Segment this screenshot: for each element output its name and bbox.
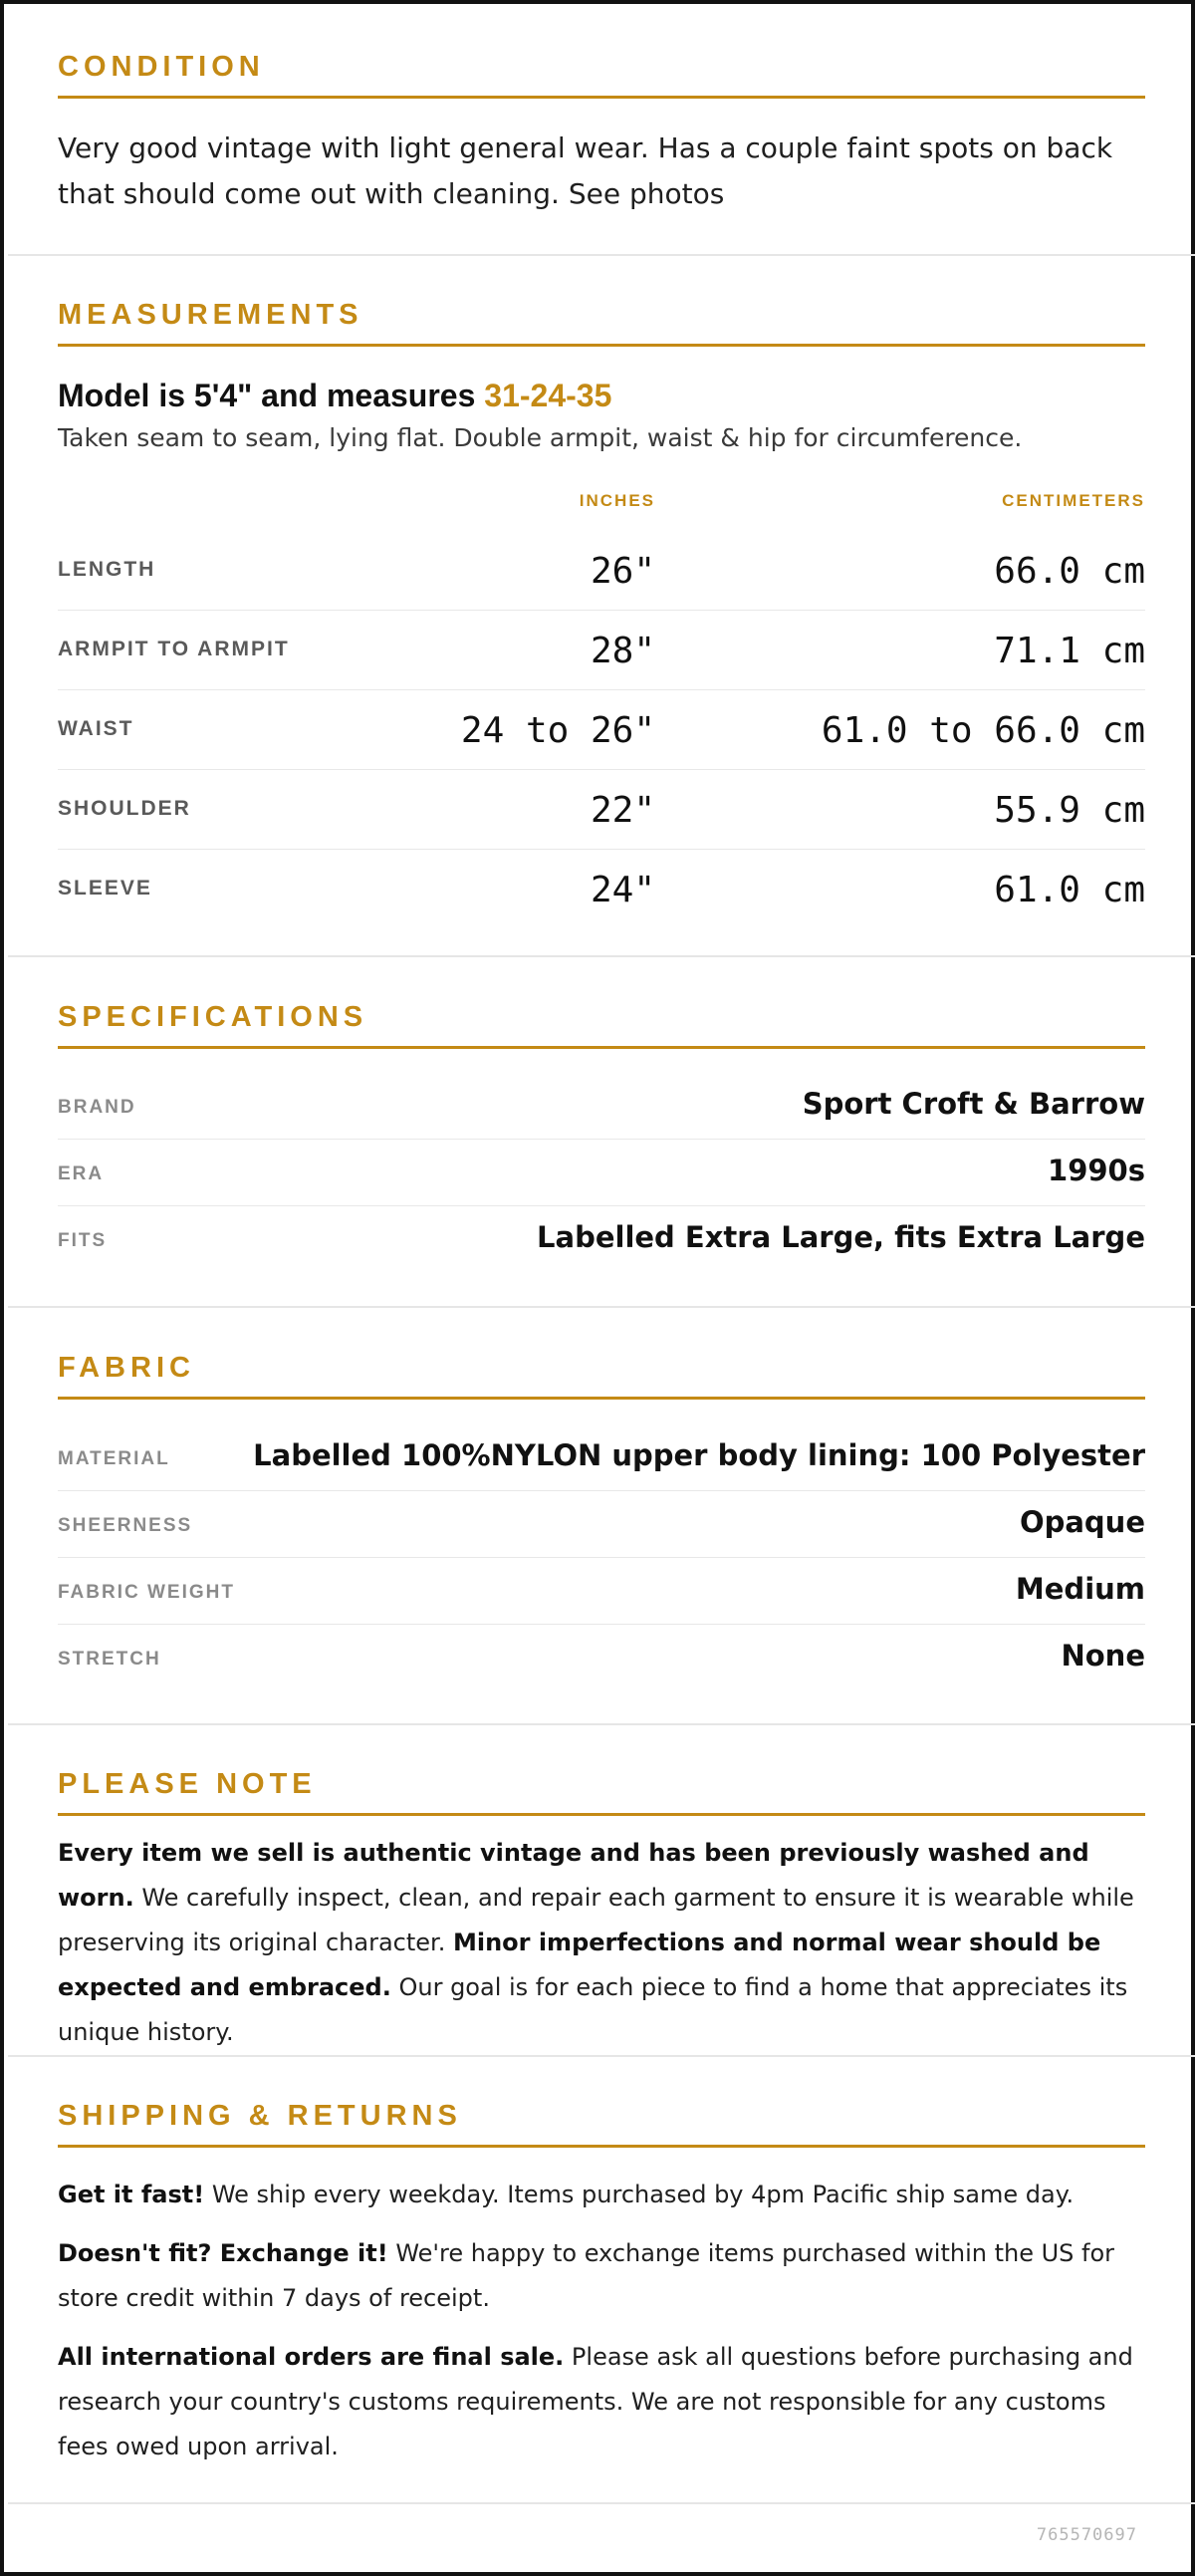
shipping-bold-2: Doesn't fit? Exchange it! — [58, 2239, 388, 2267]
measurement-cm: 71.1 cm — [994, 631, 1145, 671]
measurement-row-shoulder — [58, 770, 1145, 850]
please-note-text — [58, 1831, 1145, 2055]
measurement-inches: 22" — [590, 790, 655, 831]
fabric-row-weight — [58, 1558, 1145, 1625]
measurement-row-armpit — [58, 611, 1145, 690]
shipping-paragraph-3 — [58, 2335, 1145, 2469]
fabric-row-sheerness — [58, 1491, 1145, 1558]
measurement-row-sleeve — [58, 850, 1145, 929]
shipping-text-1: We ship every weekday. Items purchased by 4pm Pacific ship same day. — [204, 2181, 1075, 2208]
please-note-text-1: We carefully inspect, clean, and repair each garment to ensure it is wearable while preserving its original character. — [58, 1884, 1134, 1956]
spec-value: Sport Croft & Barrow — [802, 1087, 1145, 1121]
fabric-value: Medium — [1015, 1572, 1145, 1606]
measurements-title: MEASUREMENTS — [58, 298, 1145, 347]
spec-value: Labelled Extra Large, fits Extra Large — [537, 1220, 1145, 1254]
spec-row-brand — [58, 1073, 1145, 1140]
please-note-title: PLEASE NOTE — [58, 1767, 1145, 1816]
measurement-inches: 24 to 26" — [460, 710, 655, 751]
fabric-label: MATERIAL — [58, 1448, 170, 1469]
fabric-row-stretch — [58, 1625, 1145, 1691]
condition-section — [8, 4, 1195, 256]
fabric-label: FABRIC WEIGHT — [58, 1582, 235, 1603]
condition-title: CONDITION — [58, 50, 1145, 99]
model-measures-heading — [58, 376, 611, 415]
measurement-cm: 55.9 cm — [994, 790, 1145, 831]
shipping-paragraph-1 — [58, 2173, 1145, 2217]
shipping-paragraph-2 — [58, 2231, 1145, 2321]
measurement-inches: 24" — [590, 870, 655, 910]
fabric-label: STRETCH — [58, 1649, 161, 1670]
model-measures-value: 31-24-35 — [484, 378, 612, 413]
spec-label: FITS — [58, 1230, 108, 1251]
spec-label: BRAND — [58, 1097, 136, 1118]
spec-value: 1990s — [1048, 1154, 1145, 1187]
column-header-inches: INCHES — [579, 491, 655, 510]
spec-row-fits — [58, 1206, 1145, 1273]
please-note-section — [8, 1725, 1195, 2057]
fabric-value: None — [1061, 1639, 1145, 1673]
measurement-inches: 26" — [590, 551, 655, 592]
column-header-centimeters: CENTIMETERS — [1002, 491, 1145, 510]
shipping-text-2: We're happy to exchange items purchased within the US for store credit within 7 days of receipt. — [58, 2239, 1115, 2312]
model-measures-prefix: Model is 5'4" and measures — [58, 378, 485, 413]
product-id: 765570697 — [1036, 2525, 1137, 2545]
spec-label: ERA — [58, 1163, 105, 1184]
shipping-section — [8, 2057, 1195, 2504]
measurement-inches: 28" — [590, 631, 655, 671]
measurement-cm: 61.0 to 66.0 cm — [821, 710, 1145, 751]
specifications-title: SPECIFICATIONS — [58, 1000, 1145, 1049]
measurement-label: LENGTH — [58, 558, 156, 581]
measurement-cm: 61.0 cm — [994, 870, 1145, 910]
fabric-value: Labelled 100%NYLON upper body lining: 100 Polyester — [253, 1438, 1145, 1472]
condition-text: Very good vintage with light general wear. Has a couple faint spots on back that should come out with cleaning. See photos — [58, 131, 1113, 210]
measurement-row-waist — [58, 690, 1145, 770]
shipping-bold-1: Get it fast! — [58, 2181, 205, 2208]
measurement-label: WAIST — [58, 717, 134, 740]
measurement-cm: 66.0 cm — [994, 551, 1145, 592]
please-note-text-2: Our goal is for each piece to find a home that appreciates its unique history. — [58, 1973, 1128, 2046]
measurements-section — [8, 256, 1195, 957]
shipping-title: SHIPPING & RETURNS — [58, 2099, 1145, 2148]
fabric-title: FABRIC — [58, 1351, 1145, 1400]
spec-row-era — [58, 1140, 1145, 1206]
fabric-section — [8, 1308, 1195, 1725]
specifications-section — [8, 957, 1195, 1308]
shipping-bold-3: All international orders are final sale. — [58, 2343, 565, 2371]
measurement-row-length — [58, 531, 1145, 611]
shipping-text-3: Please ask all questions before purchasing and research your country's customs requirements. We are not responsible for any customs fees owed upon arrival. — [58, 2343, 1133, 2460]
measurement-label: SHOULDER — [58, 797, 191, 820]
measurement-label: ARMPIT TO ARMPIT — [58, 638, 290, 660]
measurements-subtitle: Taken seam to seam, lying flat. Double armpit, waist & hip for circumference. — [58, 423, 1023, 452]
please-note-bold-2: Minor imperfections and normal wear should be expected and embraced. — [58, 1929, 1101, 2001]
fabric-label: SHEERNESS — [58, 1515, 193, 1536]
measurement-label: SLEEVE — [58, 877, 152, 900]
fabric-value: Opaque — [1019, 1505, 1145, 1539]
fabric-row-material — [58, 1424, 1145, 1491]
please-note-bold-1: Every item we sell is authentic vintage and has been previously washed and worn. — [58, 1839, 1089, 1912]
